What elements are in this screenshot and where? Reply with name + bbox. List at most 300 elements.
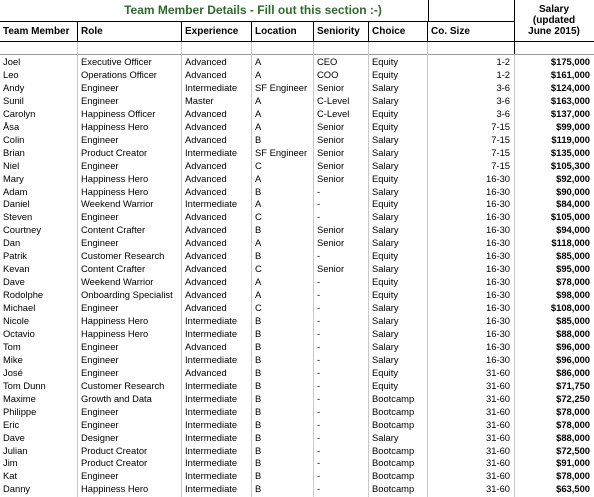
cell-team-member[interactable]: Maxime bbox=[3, 392, 36, 404]
cell-team-member[interactable]: Dave bbox=[3, 276, 25, 288]
cell-role[interactable]: Content Crafter bbox=[81, 224, 146, 236]
cell-salary[interactable]: $72,250 bbox=[556, 392, 590, 404]
cell-salary[interactable]: $99,000 bbox=[556, 120, 590, 132]
cell-salary[interactable]: $175,000 bbox=[550, 56, 590, 67]
cell-salary[interactable]: $92,000 bbox=[556, 172, 590, 184]
cell-role[interactable]: Engineer bbox=[81, 340, 119, 352]
cell-salary[interactable]: $78,000 bbox=[556, 405, 590, 417]
cell-role[interactable]: Customer Research bbox=[81, 250, 165, 262]
cell-location[interactable]: A bbox=[255, 107, 262, 119]
cell-co-size[interactable]: 7-15 bbox=[491, 159, 510, 171]
cell-seniority[interactable]: Senior bbox=[317, 263, 345, 275]
cell-seniority[interactable]: - bbox=[317, 315, 321, 326]
cell-experience[interactable]: Intermediate bbox=[185, 392, 238, 404]
cell-co-size[interactable]: 16-30 bbox=[486, 340, 510, 352]
cell-salary[interactable]: $90,000 bbox=[556, 185, 590, 197]
cell-location[interactable]: B bbox=[255, 418, 262, 430]
cell-team-member[interactable]: Mary bbox=[3, 172, 24, 184]
col-header-choice[interactable]: Choice bbox=[372, 26, 406, 37]
cell-location[interactable]: A bbox=[255, 56, 262, 67]
cell-choice[interactable]: Bootcamp bbox=[372, 405, 415, 417]
cell-role[interactable]: Happiness Hero bbox=[81, 315, 149, 326]
cell-experience[interactable]: Intermediate bbox=[185, 379, 238, 391]
col-header-experience[interactable]: Experience bbox=[185, 26, 239, 37]
cell-role[interactable]: Happiness Hero bbox=[81, 327, 149, 339]
cell-team-member[interactable]: Åsa bbox=[3, 120, 20, 132]
cell-choice[interactable]: Salary bbox=[372, 94, 399, 106]
cell-location[interactable]: B bbox=[255, 444, 262, 456]
cell-location[interactable]: B bbox=[255, 250, 262, 262]
cell-experience[interactable]: Advanced bbox=[185, 172, 227, 184]
cell-seniority[interactable]: Senior bbox=[317, 159, 345, 171]
cell-role[interactable]: Engineer bbox=[81, 159, 119, 171]
cell-experience[interactable]: Intermediate bbox=[185, 431, 238, 443]
cell-co-size[interactable]: 3-6 bbox=[496, 94, 510, 106]
cell-seniority[interactable]: - bbox=[317, 392, 321, 404]
cell-co-size[interactable]: 31-60 bbox=[486, 379, 510, 391]
cell-experience[interactable]: Advanced bbox=[185, 289, 227, 301]
cell-choice[interactable]: Equity bbox=[372, 107, 399, 119]
cell-location[interactable]: A bbox=[255, 237, 262, 249]
cell-experience[interactable]: Advanced bbox=[185, 224, 227, 236]
cell-choice[interactable]: Salary bbox=[372, 327, 399, 339]
cell-team-member[interactable]: Patrik bbox=[3, 250, 27, 262]
cell-seniority[interactable]: - bbox=[317, 340, 321, 352]
cell-salary[interactable]: $63,500 bbox=[556, 483, 590, 495]
cell-salary[interactable]: $96,000 bbox=[556, 353, 590, 365]
cell-seniority[interactable]: - bbox=[317, 366, 321, 378]
cell-salary[interactable]: $95,000 bbox=[556, 263, 590, 275]
cell-seniority[interactable]: C-Level bbox=[317, 107, 350, 119]
cell-choice[interactable]: Equity bbox=[372, 379, 399, 391]
cell-co-size[interactable]: 3-6 bbox=[496, 107, 510, 119]
cell-co-size[interactable]: 31-60 bbox=[486, 470, 510, 482]
table-row bbox=[0, 392, 594, 405]
cell-choice[interactable]: Salary bbox=[372, 133, 399, 145]
col-header-location[interactable]: Location bbox=[255, 26, 297, 37]
cell-choice[interactable]: Equity bbox=[372, 250, 399, 262]
cell-choice[interactable]: Equity bbox=[372, 172, 399, 184]
cell-choice[interactable]: Equity bbox=[372, 198, 399, 210]
cell-team-member[interactable]: Steven bbox=[3, 211, 33, 223]
cell-role[interactable]: Growth and Data bbox=[81, 392, 152, 404]
cell-co-size[interactable]: 16-30 bbox=[486, 263, 510, 275]
cell-salary[interactable]: $96,000 bbox=[556, 340, 590, 352]
cell-location[interactable]: B bbox=[255, 224, 262, 236]
cell-seniority[interactable]: C-Level bbox=[317, 94, 350, 106]
cell-choice[interactable]: Salary bbox=[372, 340, 399, 352]
cell-role[interactable]: Happiness Hero bbox=[81, 120, 149, 132]
cell-experience[interactable]: Intermediate bbox=[185, 327, 238, 339]
cell-co-size[interactable]: 16-30 bbox=[486, 289, 510, 301]
table-row bbox=[0, 223, 594, 236]
cell-seniority[interactable]: - bbox=[317, 444, 321, 456]
cell-seniority[interactable]: - bbox=[317, 470, 321, 482]
cell-seniority[interactable]: - bbox=[317, 431, 321, 443]
cell-team-member[interactable]: José bbox=[3, 366, 23, 378]
cell-experience[interactable]: Advanced bbox=[185, 185, 227, 197]
cell-co-size[interactable]: 31-60 bbox=[486, 431, 510, 443]
cell-experience[interactable]: Intermediate bbox=[185, 470, 238, 482]
cell-choice[interactable]: Salary bbox=[372, 315, 399, 326]
cell-salary[interactable]: $91,000 bbox=[556, 457, 590, 469]
cell-team-member[interactable]: Tom bbox=[3, 340, 21, 352]
salary-header-text: Salary (updated June 2015) bbox=[528, 4, 580, 37]
cell-seniority[interactable]: - bbox=[317, 418, 321, 430]
cell-co-size[interactable]: 31-60 bbox=[486, 483, 510, 495]
cell-seniority[interactable]: CEO bbox=[317, 56, 338, 67]
cell-salary[interactable]: $108,000 bbox=[550, 302, 590, 314]
cell-salary[interactable]: $88,000 bbox=[556, 327, 590, 339]
cell-role[interactable]: Content Crafter bbox=[81, 263, 146, 275]
cell-co-size[interactable]: 16-30 bbox=[486, 237, 510, 249]
cell-choice[interactable]: Salary bbox=[372, 263, 399, 275]
cell-team-member[interactable]: Niel bbox=[3, 159, 20, 171]
cell-experience[interactable]: Intermediate bbox=[185, 483, 238, 495]
cell-choice[interactable]: Equity bbox=[372, 276, 399, 288]
cell-seniority[interactable]: COO bbox=[317, 68, 339, 80]
cell-co-size[interactable]: 16-30 bbox=[486, 185, 510, 197]
cell-seniority[interactable]: Senior bbox=[317, 133, 345, 145]
cell-team-member[interactable]: Andy bbox=[3, 81, 25, 93]
cell-location[interactable]: B bbox=[255, 353, 262, 365]
cell-location[interactable]: C bbox=[255, 263, 262, 275]
cell-seniority[interactable]: Senior bbox=[317, 146, 345, 158]
cell-choice[interactable]: Salary bbox=[372, 146, 399, 158]
cell-experience[interactable]: Advanced bbox=[185, 107, 227, 119]
cell-choice[interactable]: Equity bbox=[372, 120, 399, 132]
cell-experience[interactable]: Intermediate bbox=[185, 405, 238, 417]
cell-experience[interactable]: Advanced bbox=[185, 340, 227, 352]
cell-choice[interactable]: Bootcamp bbox=[372, 444, 415, 456]
cell-location[interactable]: B bbox=[255, 457, 262, 469]
cell-choice[interactable]: Salary bbox=[372, 224, 399, 236]
cell-choice[interactable]: Salary bbox=[372, 81, 399, 93]
cell-salary[interactable]: $78,000 bbox=[556, 276, 590, 288]
cell-location[interactable]: B bbox=[255, 327, 262, 339]
cell-co-size[interactable]: 3-6 bbox=[496, 81, 510, 93]
cell-seniority[interactable]: Senior bbox=[317, 237, 345, 249]
cell-co-size[interactable]: 16-30 bbox=[486, 224, 510, 236]
cell-role[interactable]: Happiness Officer bbox=[81, 107, 156, 119]
cell-seniority[interactable]: - bbox=[317, 302, 321, 314]
cell-location[interactable]: B bbox=[255, 392, 262, 404]
cell-seniority[interactable]: - bbox=[317, 405, 321, 417]
table-row bbox=[0, 210, 594, 223]
cell-location[interactable]: C bbox=[255, 302, 262, 314]
table-row bbox=[0, 353, 594, 366]
cell-co-size[interactable]: 1-2 bbox=[496, 68, 510, 80]
table-row bbox=[0, 133, 594, 146]
cell-experience[interactable]: Advanced bbox=[185, 133, 227, 145]
cell-experience[interactable]: Intermediate bbox=[185, 146, 238, 158]
cell-team-member[interactable]: Eric bbox=[3, 418, 20, 430]
cell-team-member[interactable]: Joel bbox=[3, 56, 21, 67]
table-row bbox=[0, 262, 594, 275]
col-header-co-size[interactable]: Co. Size bbox=[431, 26, 470, 37]
cell-role[interactable]: Product Creator bbox=[81, 146, 148, 158]
cell-experience[interactable]: Advanced bbox=[185, 276, 227, 288]
cell-seniority[interactable]: - bbox=[317, 457, 321, 469]
cell-choice[interactable]: Salary bbox=[372, 185, 399, 197]
cell-seniority[interactable]: - bbox=[317, 250, 321, 262]
cell-location[interactable]: SF Engineer bbox=[255, 81, 308, 93]
cell-team-member[interactable]: Jim bbox=[3, 457, 18, 469]
cell-choice[interactable]: Salary bbox=[372, 211, 399, 223]
cell-seniority[interactable]: - bbox=[317, 211, 321, 223]
cell-location[interactable]: B bbox=[255, 405, 262, 417]
cell-location[interactable]: A bbox=[255, 68, 262, 80]
cell-salary[interactable]: $163,000 bbox=[550, 94, 590, 106]
cell-experience[interactable]: Advanced bbox=[185, 68, 227, 80]
cell-seniority[interactable]: - bbox=[317, 289, 321, 301]
cell-role[interactable]: Engineer bbox=[81, 405, 119, 417]
cell-role[interactable]: Engineer bbox=[81, 211, 119, 223]
table-row bbox=[0, 275, 594, 288]
cell-team-member[interactable]: Brian bbox=[3, 146, 25, 158]
col-header-role[interactable]: Role bbox=[81, 26, 103, 37]
cell-team-member[interactable]: Dan bbox=[3, 237, 21, 249]
cell-location[interactable]: B bbox=[255, 366, 262, 378]
cell-team-member[interactable]: Courtney bbox=[3, 224, 42, 236]
cell-location[interactable]: B bbox=[255, 470, 262, 482]
cell-experience[interactable]: Advanced bbox=[185, 56, 227, 67]
table-row bbox=[0, 107, 594, 120]
cell-salary[interactable]: $105,300 bbox=[550, 159, 590, 171]
cell-experience[interactable]: Intermediate bbox=[185, 81, 238, 93]
cell-salary[interactable]: $119,000 bbox=[551, 133, 590, 145]
col-header-seniority[interactable]: Seniority bbox=[317, 26, 360, 37]
cell-seniority[interactable]: Senior bbox=[317, 224, 345, 236]
cell-role[interactable]: Engineer bbox=[81, 237, 119, 249]
cell-co-size[interactable]: 16-30 bbox=[486, 172, 510, 184]
cell-seniority[interactable]: - bbox=[317, 353, 321, 365]
cell-team-member[interactable]: Kat bbox=[3, 470, 18, 482]
cell-location[interactable]: A bbox=[255, 94, 262, 106]
cell-choice[interactable]: Salary bbox=[372, 159, 399, 171]
cell-experience[interactable]: Intermediate bbox=[185, 418, 238, 430]
cell-co-size[interactable]: 7-15 bbox=[491, 133, 510, 145]
cell-seniority[interactable]: - bbox=[317, 185, 321, 197]
salary-header[interactable] bbox=[514, 0, 594, 41]
cell-salary[interactable]: $98,000 bbox=[556, 289, 590, 301]
cell-choice[interactable]: Equity bbox=[372, 68, 399, 80]
table-row bbox=[0, 185, 594, 198]
cell-choice[interactable]: Equity bbox=[372, 289, 399, 301]
col-header-team-member[interactable]: Team Member bbox=[3, 26, 70, 37]
cell-experience[interactable]: Master bbox=[185, 94, 214, 106]
cell-choice[interactable]: Equity bbox=[372, 366, 399, 378]
cell-team-member[interactable]: Colin bbox=[3, 133, 25, 145]
cell-seniority[interactable]: - bbox=[317, 327, 321, 339]
cell-co-size[interactable]: 16-30 bbox=[486, 327, 510, 339]
cell-choice[interactable]: Salary bbox=[372, 431, 399, 443]
cell-role[interactable]: Engineer bbox=[81, 366, 119, 378]
cell-role[interactable]: Engineer bbox=[81, 133, 119, 145]
cell-location[interactable]: SF Engineer bbox=[255, 146, 308, 158]
cell-co-size[interactable]: 7-15 bbox=[491, 146, 510, 158]
cell-co-size[interactable]: 16-30 bbox=[486, 353, 510, 365]
cell-co-size[interactable]: 31-60 bbox=[486, 457, 510, 469]
cell-experience[interactable]: Advanced bbox=[185, 237, 227, 249]
cell-location[interactable]: B bbox=[255, 431, 262, 443]
cell-role[interactable]: Weekend Warrior bbox=[81, 198, 154, 210]
table-row bbox=[0, 431, 594, 444]
cell-role[interactable]: Engineer bbox=[81, 418, 119, 430]
cell-salary[interactable]: $86,000 bbox=[556, 366, 590, 378]
cell-co-size[interactable]: 31-60 bbox=[486, 366, 510, 378]
cell-team-member[interactable]: Carolyn bbox=[3, 107, 36, 119]
cell-salary[interactable]: $78,000 bbox=[556, 418, 590, 430]
cell-salary[interactable]: $78,000 bbox=[556, 470, 590, 482]
cell-team-member[interactable]: Mike bbox=[3, 353, 23, 365]
cell-co-size[interactable]: 7-15 bbox=[491, 120, 510, 132]
cell-team-member[interactable]: Michael bbox=[3, 302, 36, 314]
cell-team-member[interactable]: Tom Dunn bbox=[3, 379, 46, 391]
cell-co-size[interactable]: 31-60 bbox=[486, 392, 510, 404]
table-row bbox=[0, 81, 594, 94]
cell-team-member[interactable]: Nicole bbox=[3, 315, 30, 326]
cell-role[interactable]: Engineer bbox=[81, 302, 119, 314]
cell-experience[interactable]: Advanced bbox=[185, 211, 227, 223]
cell-salary[interactable]: $85,000 bbox=[556, 250, 590, 262]
cell-seniority[interactable]: Senior bbox=[317, 172, 345, 184]
cell-role[interactable]: Happiness Hero bbox=[81, 172, 149, 184]
cell-choice[interactable]: Bootcamp bbox=[372, 483, 415, 495]
cell-role[interactable]: Weekend Warrior bbox=[81, 276, 154, 288]
cell-co-size[interactable]: 16-30 bbox=[486, 276, 510, 288]
cell-role[interactable]: Product Creator bbox=[81, 444, 148, 456]
table-row bbox=[0, 456, 594, 469]
cell-choice[interactable]: Bootcamp bbox=[372, 392, 415, 404]
cell-salary[interactable]: $137,000 bbox=[550, 107, 590, 119]
cell-role[interactable]: Happiness Hero bbox=[81, 483, 149, 495]
cell-location[interactable]: B bbox=[255, 133, 262, 145]
table-row bbox=[0, 469, 594, 482]
cell-salary[interactable]: $84,000 bbox=[556, 198, 590, 210]
cell-seniority[interactable]: - bbox=[317, 276, 321, 288]
cell-co-size[interactable]: 16-30 bbox=[486, 211, 510, 223]
table-row bbox=[0, 327, 594, 340]
cell-experience[interactable]: Intermediate bbox=[185, 315, 238, 326]
cell-seniority[interactable]: Senior bbox=[317, 81, 345, 93]
cell-experience[interactable]: Advanced bbox=[185, 302, 227, 314]
cell-choice[interactable]: Salary bbox=[372, 237, 399, 249]
cell-co-size[interactable]: 16-30 bbox=[486, 302, 510, 314]
cell-role[interactable]: Engineer bbox=[81, 94, 119, 106]
cell-location[interactable]: A bbox=[255, 120, 262, 132]
cell-salary[interactable]: $161,000 bbox=[550, 68, 590, 80]
cell-role[interactable]: Onboarding Specialist bbox=[81, 289, 173, 301]
cell-co-size[interactable]: 31-60 bbox=[486, 405, 510, 417]
cell-experience[interactable]: Intermediate bbox=[185, 444, 238, 456]
cell-team-member[interactable]: Danny bbox=[3, 483, 31, 495]
cell-salary[interactable]: $105,000 bbox=[550, 211, 590, 223]
cell-seniority[interactable]: - bbox=[317, 379, 321, 391]
cell-role[interactable]: Engineer bbox=[81, 470, 119, 482]
cell-role[interactable]: Executive Officer bbox=[81, 56, 152, 67]
cell-experience[interactable]: Advanced bbox=[185, 366, 227, 378]
cell-salary[interactable]: $118,000 bbox=[551, 237, 590, 249]
cell-team-member[interactable]: Julian bbox=[3, 444, 28, 456]
cell-role[interactable]: Happiness Hero bbox=[81, 185, 149, 197]
cell-team-member[interactable]: Adam bbox=[3, 185, 28, 197]
cell-location[interactable]: A bbox=[255, 198, 262, 210]
cell-experience[interactable]: Intermediate bbox=[185, 198, 238, 210]
cell-location[interactable]: B bbox=[255, 483, 262, 495]
cell-team-member[interactable]: Dave bbox=[3, 431, 25, 443]
cell-team-member[interactable]: Leo bbox=[3, 68, 19, 80]
cell-role[interactable]: Designer bbox=[81, 431, 119, 443]
cell-co-size[interactable]: 31-60 bbox=[486, 418, 510, 430]
cell-location[interactable]: A bbox=[255, 276, 262, 288]
cell-experience[interactable]: Advanced bbox=[185, 250, 227, 262]
cell-co-size[interactable]: 31-60 bbox=[486, 444, 510, 456]
cell-experience[interactable]: Advanced bbox=[185, 120, 227, 132]
cell-choice[interactable]: Salary bbox=[372, 302, 399, 314]
cell-location[interactable]: C bbox=[255, 159, 262, 171]
cell-choice[interactable]: Bootcamp bbox=[372, 457, 415, 469]
cell-team-member[interactable]: Kevan bbox=[3, 263, 30, 275]
cell-choice[interactable]: Bootcamp bbox=[372, 470, 415, 482]
cell-co-size[interactable]: 16-30 bbox=[486, 198, 510, 210]
cell-experience[interactable]: Advanced bbox=[185, 159, 227, 171]
cell-co-size[interactable]: 1-2 bbox=[496, 56, 510, 67]
cell-role[interactable]: Customer Research bbox=[81, 379, 165, 391]
cell-team-member[interactable]: Octavio bbox=[3, 327, 35, 339]
cell-salary[interactable]: $135,000 bbox=[550, 146, 590, 158]
cell-team-member[interactable]: Philippe bbox=[3, 405, 37, 417]
cell-salary[interactable]: $85,000 bbox=[556, 315, 590, 326]
cell-co-size[interactable]: 16-30 bbox=[486, 315, 510, 326]
cell-salary[interactable]: $72,500 bbox=[556, 444, 590, 456]
table-row bbox=[0, 249, 594, 262]
cell-team-member[interactable]: Sunil bbox=[3, 94, 24, 106]
cell-salary[interactable]: $88,000 bbox=[556, 431, 590, 443]
cell-experience[interactable]: Intermediate bbox=[185, 353, 238, 365]
cell-location[interactable]: B bbox=[255, 379, 262, 391]
cell-role[interactable]: Operations Officer bbox=[81, 68, 157, 80]
cell-salary[interactable]: $71,750 bbox=[556, 379, 590, 391]
cell-team-member[interactable]: Rodolphe bbox=[3, 289, 44, 301]
cell-role[interactable]: Engineer bbox=[81, 353, 119, 365]
table-row bbox=[0, 288, 594, 301]
cell-choice[interactable]: Salary bbox=[372, 353, 399, 365]
cell-location[interactable]: B bbox=[255, 315, 262, 326]
table-row bbox=[0, 314, 594, 327]
cell-team-member[interactable]: Daniel bbox=[3, 198, 30, 210]
cell-experience[interactable]: Advanced bbox=[185, 263, 227, 275]
cell-co-size[interactable]: 16-30 bbox=[486, 250, 510, 262]
cell-location[interactable]: B bbox=[255, 185, 262, 197]
cell-location[interactable]: A bbox=[255, 289, 262, 301]
cell-choice[interactable]: Bootcamp bbox=[372, 418, 415, 430]
cell-location[interactable]: B bbox=[255, 340, 262, 352]
cell-salary[interactable]: $94,000 bbox=[556, 224, 590, 236]
cell-seniority[interactable]: - bbox=[317, 198, 321, 210]
cell-role[interactable]: Engineer bbox=[81, 81, 119, 93]
cell-choice[interactable]: Equity bbox=[372, 56, 399, 67]
banner-title[interactable]: Team Member Details - Fill out this section :-) bbox=[124, 3, 382, 17]
cell-seniority[interactable]: Senior bbox=[317, 120, 345, 132]
cell-seniority[interactable]: - bbox=[317, 483, 321, 495]
cell-experience[interactable]: Intermediate bbox=[185, 457, 238, 469]
cell-salary[interactable]: $124,000 bbox=[550, 81, 590, 93]
border-line bbox=[514, 0, 515, 55]
cell-location[interactable]: C bbox=[255, 211, 262, 223]
cell-location[interactable]: A bbox=[255, 172, 262, 184]
cell-role[interactable]: Product Creator bbox=[81, 457, 148, 469]
